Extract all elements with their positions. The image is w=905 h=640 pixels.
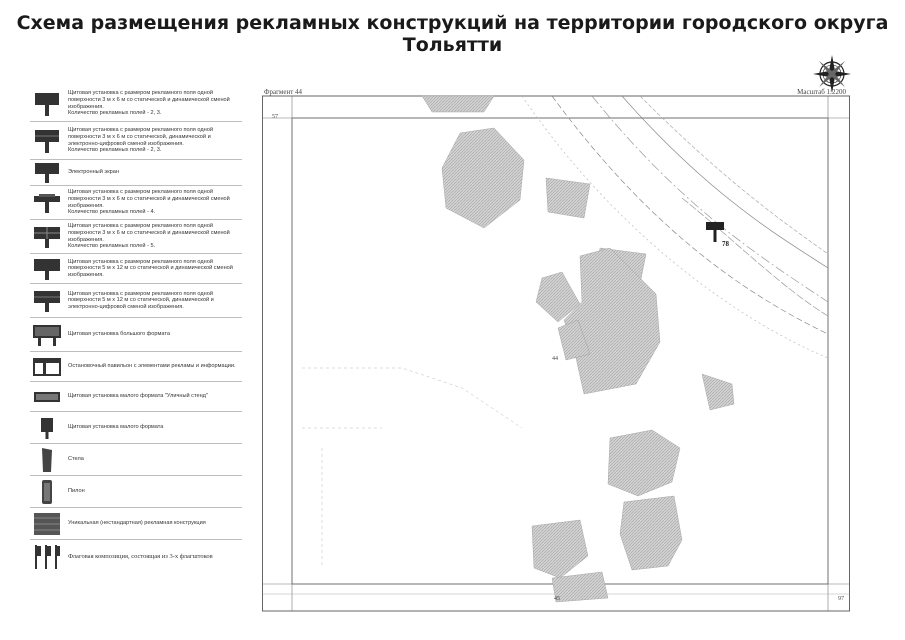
corner-label-bottom-right: 97 xyxy=(838,596,844,602)
stela-icon xyxy=(39,447,55,473)
legend-text: Щитовая установка большого формата xyxy=(68,331,170,338)
legend-text: Щитовая установка с размером рекламного поля одной поверхности 3 м х 6 м со статической и динамической сменой изображения. Количество рекламных полей - 2, 3. xyxy=(68,90,230,117)
legend-item xyxy=(30,444,242,476)
billboard-4-fields-icon xyxy=(33,192,61,214)
legend-text: Щитовая установка малого формата xyxy=(68,424,164,431)
city-stand-icon xyxy=(33,390,61,404)
legend-item xyxy=(30,86,242,122)
legend-text: Щитовая установка с размером рекламного поля одной поверхности 3 м х 6 м со статической и динамической сменой изображения. Количество рекламных полей - 4. xyxy=(68,189,230,216)
legend-text: Щитовая установка с размером рекламного поля одной поверхности 5 м х 12 м со статической, динамической и электронно-цифровой сменой изображения. xyxy=(68,290,214,310)
legend xyxy=(30,86,242,574)
flag-composition-icon xyxy=(33,544,61,570)
legend-item xyxy=(30,122,242,160)
marker-number-label: 78 xyxy=(722,240,729,248)
billboard-3x6-icon xyxy=(34,91,60,117)
scale-label: Масштаб 1:2200 xyxy=(797,88,846,96)
billboard-5x12-icon xyxy=(33,257,61,281)
legend-item xyxy=(30,220,242,254)
billboard-5x12-digital-icon xyxy=(33,289,61,313)
legend-text: Электронный экран xyxy=(68,169,119,176)
legend-item xyxy=(30,476,242,508)
legend-text: Щитовая установка с размером рекламного поля одной поверхности 3 м х 6 м со статической, динамической и электронно-цифровой сменой изображения. Количество рекламных полей - 2, 3. xyxy=(68,127,213,154)
legend-item xyxy=(30,412,242,444)
legend-text: Флаговая композиция, состоящая из 3-х флагштоков xyxy=(68,553,213,560)
bottom-label: 45 xyxy=(554,596,560,602)
billboard-5-fields-icon xyxy=(33,225,61,249)
billboard-3x6-digital-icon xyxy=(34,128,60,154)
electronic-screen-icon xyxy=(34,162,60,184)
legend-text: Щитовая установка с размером рекламного поля одной поверхности 3 м х 6 м со статической и динамической сменой изображения. Количество рекламных полей - 5. xyxy=(68,223,230,250)
legend-item xyxy=(30,318,242,352)
map-canvas xyxy=(262,88,850,612)
legend-text: Стела xyxy=(68,456,84,463)
fragment-label: Фрагмент 44 xyxy=(264,88,303,96)
small-billboard-icon xyxy=(39,416,55,440)
legend-text: Пилон xyxy=(68,488,85,495)
quarter-label: 44 xyxy=(552,356,558,362)
legend-item xyxy=(30,284,242,318)
legend-text: Щитовая установка малого формата "Уличный стенд" xyxy=(68,393,208,400)
corner-label-top-left: 57 xyxy=(272,114,278,120)
legend-item xyxy=(30,382,242,412)
legend-text: Щитовая установка с размером рекламного поля одной поверхности 5 м х 12 м со статической и динамической сменой изображения. xyxy=(68,258,233,278)
bus-stop-pavilion-icon xyxy=(33,357,61,377)
page-title: Схема размещения рекламных конструкций на территории городского округа Тольятти xyxy=(16,12,889,56)
legend-item xyxy=(30,160,242,186)
legend-text: Остановочный павильон с элементами рекламы и информации. xyxy=(68,363,236,370)
legend-item xyxy=(30,254,242,284)
unique-construction-icon xyxy=(33,512,61,536)
legend-item xyxy=(30,508,242,540)
legend-text: Уникальная (нестандартная) рекламная конструкция xyxy=(68,520,206,527)
legend-item xyxy=(30,186,242,220)
legend-item xyxy=(30,352,242,382)
large-billboard-icon xyxy=(32,323,62,347)
pylon-icon xyxy=(39,479,55,505)
map-fragment xyxy=(262,88,850,612)
legend-item xyxy=(30,540,242,574)
